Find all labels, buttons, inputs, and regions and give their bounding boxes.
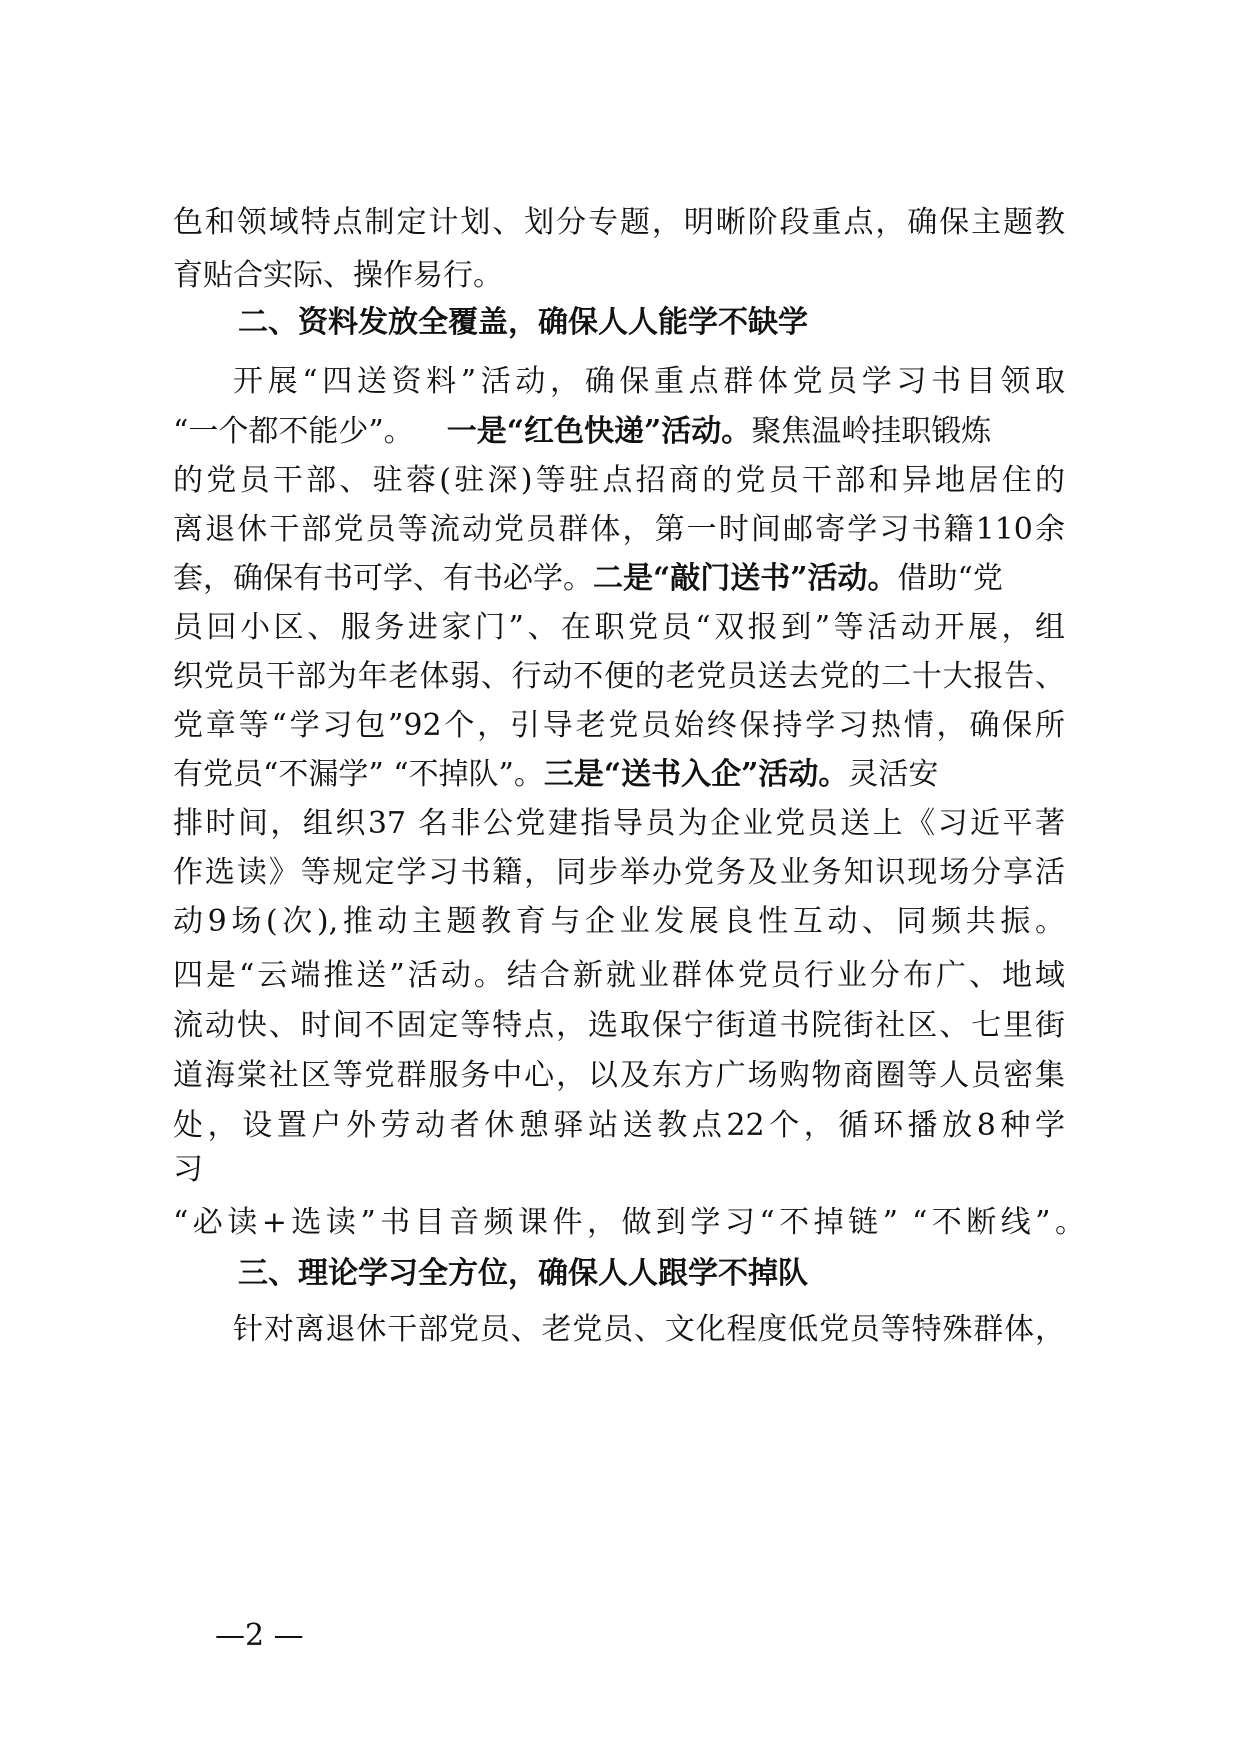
body-line: 习 [173, 1152, 203, 1187]
body-line: 作选读》等规定学习书籍，同步举办党务及业务知识现场分享活 [173, 855, 1065, 890]
body-line: 动9场(次),推动主题教育与企业发展良性互动、同频共振。 [173, 904, 1065, 939]
section-heading-2: 二、资料发放全覆盖，确保人人能学不缺学 [238, 305, 808, 340]
text-run: 有党员“不漏学” “不掉队”。 [173, 757, 544, 792]
body-line [173, 753, 1065, 797]
body-line: 四是“云端推送”活动。结合新就业群体党员行业分布广、地域 [173, 958, 1065, 993]
body-line [173, 410, 1065, 454]
body-line: 针对离退休干部党员、老党员、文化程度低党员等特殊群体， [233, 1312, 1065, 1347]
body-line: 色和领域特点制定计划、划分专题，明晰阶段重点，确保主题教 [173, 205, 1065, 240]
body-line: 离退休干部党员等流动党员群体，第一时间邮寄学习书籍110余 [173, 512, 1065, 547]
body-line: 育贴合实际、操作易行。 [173, 258, 503, 293]
text-run: 借助“党 [897, 561, 1003, 596]
text-run: 灵活安 [848, 757, 939, 792]
body-line: 开展“四送资料”活动，确保重点群体党员学习书目领取 [233, 364, 1065, 399]
text-run: 聚焦温岭挂职锻炼 [751, 414, 992, 449]
body-line: “必读+选读”书目音频课件，做到学习“不掉链” “不断线”。 [173, 1205, 1085, 1240]
body-line: 道海棠社区等党群服务中心，以及东方广场购物商圈等人员密集 [173, 1058, 1065, 1093]
body-line: 的党员干部、驻蓉(驻深)等驻点招商的党员干部和异地居住的 [173, 463, 1065, 498]
page-number: —2 — [215, 1618, 304, 1653]
body-line: 党章等“学习包”92个，引导老党员始终保持学习热情，确保所 [173, 708, 1065, 743]
body-line [173, 557, 1065, 601]
subpoint-title-3: 三是“送书入企”活动。 [543, 757, 849, 792]
body-line: 员回小区、服务进家门”、在职党员“双报到”等活动开展，组 [173, 610, 1065, 645]
section-heading-3: 三、理论学习全方位，确保人人跟学不掉队 [238, 1256, 808, 1291]
body-line: 排时间，组织37 名非公党建指导员为企业党员送上《习近平著 [173, 806, 1065, 841]
body-line: 流动快、时间不固定等特点，选取保宁街道书院街社区、七里街 [173, 1008, 1065, 1043]
body-line: 处，设置户外劳动者休憩驿站送教点22个，循环播放8种学 [173, 1108, 1065, 1143]
subpoint-title-1: 一是“红色快递”活动。 [446, 414, 752, 449]
body-line: 织党员干部为年老体弱、行动不便的老党员送去党的二十大报告、 [173, 659, 1065, 694]
subpoint-title-2: 二是“敲门送书”活动。 [593, 561, 898, 596]
text-run: “一个都不能少”。 [173, 414, 414, 449]
text-run: 套，确保有书可学、有书必学。 [173, 561, 593, 596]
